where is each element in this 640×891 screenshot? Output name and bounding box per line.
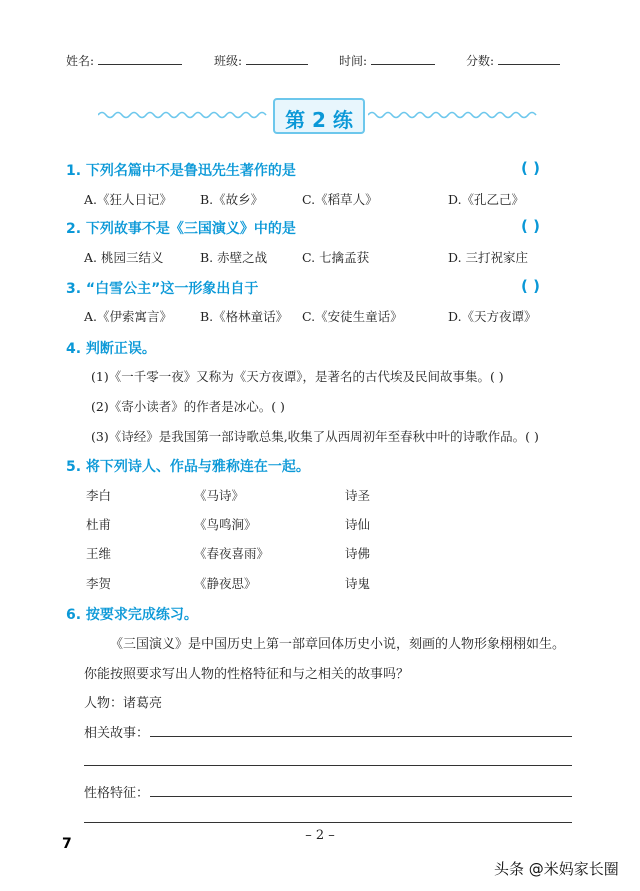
q3-option-b: B.《格林童话》 xyxy=(200,309,289,324)
question-5-title: 5. 将下列诗人、作品与雅称连在一起。 xyxy=(66,459,310,475)
q6-intro-line-1: 《三国演义》是中国历史上第一部章回体历史小说，刻画的人物形象栩栩如生。 xyxy=(110,637,566,652)
q2-option-c: C. 七擒孟获 xyxy=(302,250,370,265)
class-label: 班级: xyxy=(214,54,243,68)
poet-li-bai[interactable]: 李白 xyxy=(86,488,112,503)
question-1-title: 1. 下列名篇中不是鲁迅先生著作的是 xyxy=(66,163,296,179)
q6-intro-line-2: 你能按照要求写出人物的性格特征和与之相关的故事吗？ xyxy=(84,667,410,682)
page-title: 第 2 练 xyxy=(285,108,353,132)
trait-answer-line-2[interactable] xyxy=(84,822,572,823)
title-shi-sheng[interactable]: 诗圣 xyxy=(345,488,371,503)
q6-person: 人物：诸葛亮 xyxy=(84,696,163,711)
page-number: – 2 – xyxy=(305,828,335,843)
title-shi-fo[interactable]: 诗佛 xyxy=(345,546,371,561)
q2-option-a: A. 桃园三结义 xyxy=(84,250,164,265)
judge-item-1: (1)《一千零一夜》又称为《天方夜谭》，是著名的古代埃及民间故事集。( ) xyxy=(91,369,504,384)
work-chun-ye-xi-yu[interactable]: 《春夜喜雨》 xyxy=(194,546,270,561)
trait-answer-line-1[interactable] xyxy=(150,796,572,797)
score-field-row xyxy=(466,52,560,69)
name-label: 姓名: xyxy=(66,54,95,68)
q2-option-b: B. 赤壁之战 xyxy=(200,250,268,265)
answer-paren-3[interactable]: ( ) xyxy=(521,277,540,295)
q1-option-b: B.《故乡》 xyxy=(200,192,264,207)
q3-option-c: C.《安徒生童话》 xyxy=(302,309,403,324)
work-niao-ming-jian[interactable]: 《鸟鸣涧》 xyxy=(194,517,257,532)
work-ma-shi[interactable]: 《马诗》 xyxy=(194,488,245,503)
poet-du-fu[interactable]: 杜甫 xyxy=(86,517,112,532)
poet-wang-wei[interactable]: 王维 xyxy=(86,546,112,561)
q3-option-d: D.《天方夜谭》 xyxy=(448,309,537,324)
question-4-title: 4. 判断正误。 xyxy=(66,341,156,357)
question-6-title: 6. 按要求完成练习。 xyxy=(66,607,198,623)
title-badge xyxy=(273,98,365,134)
story-label: 相关故事： xyxy=(84,726,150,741)
poet-li-he[interactable]: 李贺 xyxy=(86,576,112,591)
trait-label: 性格特征： xyxy=(84,786,150,801)
corner-number: 7 xyxy=(62,836,72,852)
q1-option-d: D.《孔乙己》 xyxy=(448,192,525,207)
time-field-row xyxy=(339,52,435,69)
left-wave-decoration xyxy=(98,108,270,122)
question-2-title: 2. 下列故事不是《三国演义》中的是 xyxy=(66,221,296,237)
watermark: 头条 @米妈家长圈 xyxy=(494,860,619,878)
time-input-line[interactable] xyxy=(371,52,435,65)
title-shi-xian[interactable]: 诗仙 xyxy=(345,517,371,532)
answer-paren-2[interactable]: ( ) xyxy=(521,217,540,235)
q1-option-c: C.《稻草人》 xyxy=(302,192,378,207)
title-shi-gui[interactable]: 诗鬼 xyxy=(345,576,371,591)
class-field-row xyxy=(214,52,308,69)
q1-option-a: A.《狂人日记》 xyxy=(84,192,173,207)
answer-paren-1[interactable]: ( ) xyxy=(521,159,540,177)
class-input-line[interactable] xyxy=(246,52,308,65)
score-input-line[interactable] xyxy=(498,52,560,65)
name-field-row xyxy=(66,52,182,69)
question-3-title: 3. “白雪公主”这一形象出自于 xyxy=(66,281,259,297)
score-label: 分数: xyxy=(466,54,495,68)
judge-item-3: (3)《诗经》是我国第一部诗歌总集,收集了从西周初年至春秋中叶的诗歌作品。( ) xyxy=(91,429,539,444)
work-jing-ye-si[interactable]: 《静夜思》 xyxy=(194,576,257,591)
name-input-line[interactable] xyxy=(98,52,182,65)
judge-item-2: (2)《寄小读者》的作者是冰心。( ) xyxy=(91,399,285,414)
q2-option-d: D. 三打祝家庄 xyxy=(448,250,529,265)
right-wave-decoration xyxy=(368,108,540,122)
time-label: 时间: xyxy=(339,54,368,68)
story-answer-line-2[interactable] xyxy=(84,765,572,766)
story-answer-line-1[interactable] xyxy=(150,736,572,737)
q3-option-a: A.《伊索寓言》 xyxy=(84,309,173,324)
